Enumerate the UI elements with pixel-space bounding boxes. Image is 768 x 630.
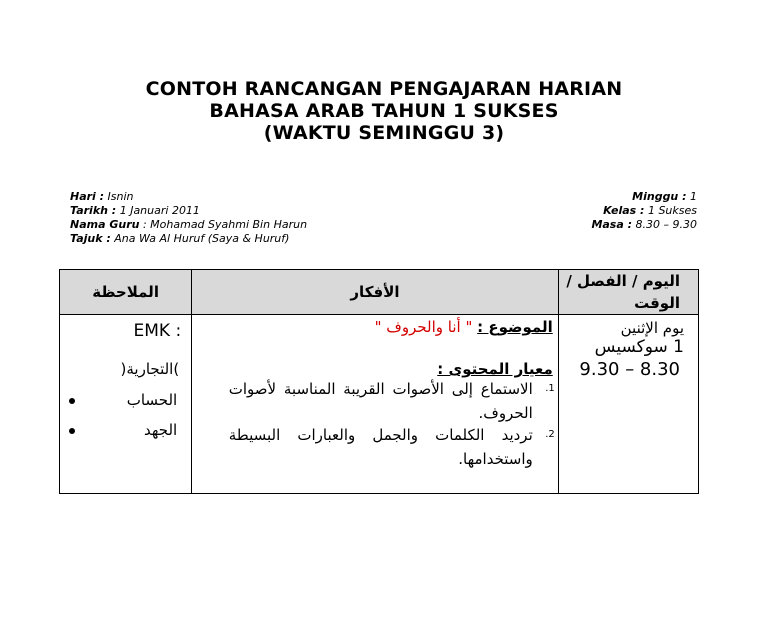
- bullet-icon: [69, 428, 75, 434]
- meta-date: [70, 204, 307, 218]
- meta-class-label: Kelas :: [603, 204, 645, 217]
- item-number: 2.: [545, 429, 555, 440]
- meta-time: [591, 218, 697, 232]
- meta-time-value: 8.30 – 9.30: [632, 218, 697, 231]
- notes-cell: [60, 315, 192, 494]
- content-standard-heading: معيار المحتوى :: [437, 360, 553, 378]
- bullet-icon: [69, 398, 75, 404]
- topic-label: الموضوع :: [477, 318, 553, 336]
- meta-class: [591, 204, 697, 218]
- day-cell: [558, 315, 698, 494]
- title-line-2: BAHASA ARAB TAHUN 1 SUKSES: [209, 100, 559, 122]
- meta-date-label: Tarikh :: [70, 204, 117, 217]
- bullet-text: الجهد: [143, 421, 178, 439]
- time-range: 9.30 – 8.30: [579, 359, 680, 380]
- meta-topic-value: Ana Wa Al Huruf (Saya & Huruf): [110, 232, 290, 245]
- notes-bullet-list: [67, 391, 177, 451]
- header-ideas: الأفكار: [192, 270, 559, 315]
- meta-class-value: 1 Sukses: [644, 204, 697, 217]
- meta-topic-label: Tajuk :: [70, 232, 111, 245]
- lesson-plan-table: [59, 269, 699, 494]
- topic-value: " أنا والحروف ": [374, 318, 478, 336]
- meta-teacher-value: : Mohamad Syahmi Bin Harun: [139, 218, 308, 231]
- meta-day: [70, 190, 307, 204]
- meta-week: [591, 190, 697, 204]
- meta-time-label: Masa :: [591, 218, 633, 231]
- item-text: ترديد الكلمات والجمل والعبارات البسيطة واستخدامها.: [228, 426, 533, 468]
- list-item: [67, 391, 177, 409]
- meta-day-label: Hari :: [70, 190, 105, 203]
- table-row: [60, 315, 699, 494]
- meta-date-value: 1 Januari 2011: [116, 204, 200, 217]
- meta-topic: [70, 232, 307, 246]
- meta-day-value: Isnin: [104, 190, 134, 203]
- bullet-text: الحساب: [126, 391, 178, 409]
- document-title: [0, 78, 768, 144]
- meta-week-label: Minggu :: [632, 190, 687, 203]
- title-line-1: CONTOH RANCANGAN PENGAJARAN HARIAN: [145, 78, 623, 100]
- emk-label: EMK :: [133, 321, 182, 341]
- item-text: الاستماع إلى الأصوات القريبة المناسبة لأصوات الحروف.: [228, 380, 533, 422]
- meta-week-value: 1: [686, 190, 697, 203]
- title-line-3: (WAKTU SEMINGGU 3): [263, 122, 505, 144]
- class-name: 1 سوكسيس: [594, 337, 684, 357]
- notes-heading: )التجارية(: [120, 360, 180, 378]
- topic-line: [375, 318, 553, 336]
- item-number: 1.: [545, 383, 555, 394]
- meta-left: [70, 190, 307, 246]
- list-item: [229, 423, 553, 471]
- ideas-cell: [192, 315, 559, 494]
- meta-right: [591, 190, 697, 232]
- meta-teacher: [70, 218, 307, 232]
- header-day: اليوم / الفصل / الوقت: [558, 270, 698, 315]
- day-name: يوم الإثنين: [620, 319, 684, 337]
- table-header-row: [60, 270, 699, 315]
- list-item: [67, 421, 177, 439]
- list-item: [229, 377, 553, 425]
- header-notes: الملاحظة: [60, 270, 192, 315]
- meta-teacher-label: Nama Guru: [70, 218, 140, 231]
